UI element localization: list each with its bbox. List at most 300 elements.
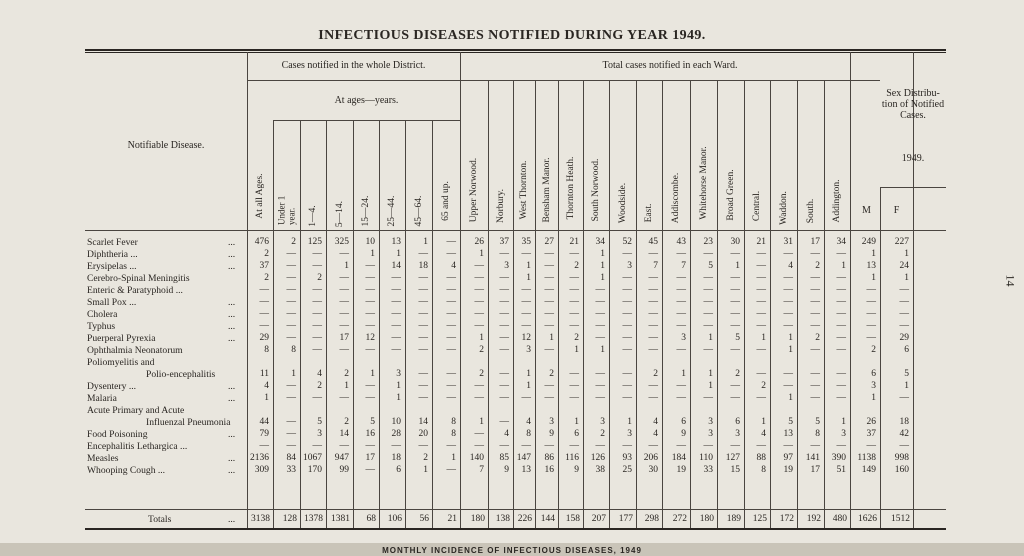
- table-cell: 6: [871, 369, 876, 379]
- disease-name: Whooping Cough ...: [87, 465, 166, 476]
- totals-cell: 189: [726, 514, 741, 524]
- table-cell: 6: [904, 345, 909, 355]
- table-cell: —: [446, 465, 456, 475]
- table-cell: 7: [653, 261, 658, 271]
- table-cell: —: [446, 297, 456, 307]
- table-cell: —: [365, 273, 375, 283]
- table-cell: —: [569, 381, 579, 391]
- table-cell: —: [756, 321, 766, 331]
- disease-name: Cerebro-Spinal Meningitis: [87, 273, 190, 284]
- table-cell: —: [648, 333, 658, 343]
- table-cell: —: [836, 273, 846, 283]
- table-cell: —: [622, 369, 632, 379]
- table-cell: —: [521, 285, 531, 295]
- table-cell: —: [622, 441, 632, 451]
- age-header-6: 45—64.: [413, 195, 424, 227]
- totals-cell: 272: [672, 514, 687, 524]
- totals-label: Totals: [148, 514, 172, 525]
- totals-cell: 3138: [251, 514, 270, 524]
- table-cell: 2: [735, 369, 740, 379]
- table-cell: 1: [871, 273, 876, 283]
- table-cell: —: [836, 321, 846, 331]
- table-cell: —: [730, 441, 740, 451]
- disease-name: Diphtheria ...: [87, 249, 138, 260]
- table-cell: —: [569, 321, 579, 331]
- table-cell: —: [418, 333, 428, 343]
- table-cell: 1: [788, 393, 793, 403]
- totals-cell: 158: [565, 514, 580, 524]
- table-cell: —: [676, 285, 686, 295]
- table-cell: —: [544, 381, 554, 391]
- table-cell: —: [810, 249, 820, 259]
- ward-header-upper-norwood: Upper Norwood.: [469, 158, 479, 223]
- table-cell: —: [783, 369, 793, 379]
- table-cell: —: [499, 309, 509, 319]
- table-cell: —: [595, 333, 605, 343]
- table-cell: 52: [622, 237, 632, 247]
- table-cell: 4: [653, 429, 658, 439]
- footer-caption: MONTHLY INCIDENCE OF INFECTIOUS DISEASES, 1949: [382, 546, 642, 555]
- table-cell: 8: [451, 429, 456, 439]
- table-cell: —: [783, 321, 793, 331]
- table-cell: 1: [871, 249, 876, 259]
- table-cell: —: [810, 285, 820, 295]
- table-cell: 8: [291, 345, 296, 355]
- table-cell: —: [499, 249, 509, 259]
- table-cell: 2: [871, 345, 876, 355]
- table-cell: —: [648, 309, 658, 319]
- table-cell: —: [286, 429, 296, 439]
- table-cell: —: [365, 261, 375, 271]
- totals-cell: 106: [387, 514, 402, 524]
- table-cell: —: [446, 285, 456, 295]
- disease-name: Malaria: [87, 393, 117, 404]
- table-cell: —: [499, 333, 509, 343]
- table-cell: —: [474, 321, 484, 331]
- table-cell: —: [499, 381, 509, 391]
- table-cell: —: [286, 273, 296, 283]
- table-cell: —: [730, 249, 740, 259]
- table-cell: 2: [574, 261, 579, 271]
- table-cell: —: [544, 345, 554, 355]
- disease-name: Food Poisoning: [87, 429, 148, 440]
- table-cell: —: [286, 297, 296, 307]
- table-cell: —: [474, 393, 484, 403]
- table-cell: 3: [708, 429, 713, 439]
- table-cell: —: [595, 297, 605, 307]
- table-cell: 110: [699, 453, 713, 463]
- table-cell: —: [866, 297, 876, 307]
- table-cell: —: [756, 345, 766, 355]
- table-cell: 3: [708, 417, 713, 427]
- table-cell: —: [521, 249, 531, 259]
- table-cell: 1: [396, 381, 401, 391]
- totals-cell: 180: [470, 514, 485, 524]
- table-cell: —: [595, 369, 605, 379]
- ward-header-waddon: Waddon.: [778, 191, 789, 226]
- table-cell: —: [703, 297, 713, 307]
- table-cell: —: [569, 285, 579, 295]
- table-cell: 127: [725, 453, 740, 463]
- table-cell: 1: [600, 261, 605, 271]
- table-cell: —: [418, 273, 428, 283]
- table-cell: —: [810, 273, 820, 283]
- table-cell: —: [595, 393, 605, 403]
- table-cell: 1: [291, 369, 296, 379]
- table-cell: —: [810, 369, 820, 379]
- table-cell: —: [499, 417, 509, 427]
- totals-cell: 1381: [331, 514, 350, 524]
- table-cell: 4: [451, 261, 456, 271]
- table-cell: —: [730, 393, 740, 403]
- table-cell: 3: [735, 429, 740, 439]
- table-cell: 998: [894, 453, 909, 463]
- ward-header-broad-green: Broad Green.: [725, 169, 736, 221]
- table-cell: 38: [595, 465, 605, 475]
- table-cell: 1: [526, 369, 531, 379]
- table-cell: —: [810, 381, 820, 391]
- table-cell: 16: [365, 429, 375, 439]
- table-cell: —: [836, 381, 846, 391]
- table-cell: 8: [815, 429, 820, 439]
- table-cell: 1: [735, 261, 740, 271]
- table-cell: —: [622, 321, 632, 331]
- table-cell: 1: [396, 393, 401, 403]
- table-cell: 13: [866, 261, 876, 271]
- table-cell: —: [521, 441, 531, 451]
- table-cell: 14: [391, 261, 401, 271]
- table-cell: —: [676, 321, 686, 331]
- table-cell: 8: [451, 417, 456, 427]
- table-cell: —: [703, 309, 713, 319]
- table-cell: —: [286, 261, 296, 271]
- table-cell: 3: [681, 333, 686, 343]
- table-cell: 30: [648, 465, 658, 475]
- table-cell: —: [783, 285, 793, 295]
- table-cell: 1067: [303, 453, 322, 463]
- table-cell: 8: [264, 345, 269, 355]
- table-cell: 2: [344, 417, 349, 427]
- table-cell: 4: [761, 429, 766, 439]
- table-cell: 9: [681, 429, 686, 439]
- table-cell: —: [286, 285, 296, 295]
- leader-dots: ...: [228, 514, 236, 525]
- table-cell: 3: [627, 429, 632, 439]
- table-cell: —: [474, 261, 484, 271]
- table-cell: —: [312, 333, 322, 343]
- table-cell: —: [569, 393, 579, 403]
- table-cell: —: [312, 345, 322, 355]
- table-cell: 1: [841, 261, 846, 271]
- table-cell: 2: [815, 261, 820, 271]
- totals-cell: 192: [806, 514, 821, 524]
- table-cell: —: [521, 321, 531, 331]
- disease-name: Ophthalmia Neonatorum: [87, 345, 183, 356]
- age-header-5: 25—44.: [387, 195, 397, 227]
- ward-header-whitehorse-manor: Whitehorse Manor.: [698, 145, 709, 220]
- table-cell: —: [622, 309, 632, 319]
- table-cell: 11: [259, 369, 269, 379]
- table-cell: 1: [344, 381, 349, 391]
- table-cell: —: [836, 369, 846, 379]
- table-cell: 88: [756, 453, 766, 463]
- table-cell: —: [756, 369, 766, 379]
- table-cell: 1: [627, 417, 632, 427]
- table-cell: —: [810, 309, 820, 319]
- table-cell: 3: [600, 417, 605, 427]
- disease-name: Cholera: [87, 309, 118, 320]
- table-cell: 17: [339, 333, 349, 343]
- table-cell: —: [259, 309, 269, 319]
- table-cell: —: [418, 345, 428, 355]
- table-cell: —: [866, 441, 876, 451]
- table-cell: —: [418, 393, 428, 403]
- table-cell: —: [474, 309, 484, 319]
- table-cell: 2: [317, 381, 322, 391]
- table-cell: 17: [365, 453, 375, 463]
- table-cell: —: [676, 297, 686, 307]
- table-cell: 97: [783, 453, 793, 463]
- leader-dots: ...: [228, 429, 236, 440]
- leader-dots: ...: [228, 453, 236, 464]
- table-cell: 1: [479, 417, 484, 427]
- table-cell: 79: [259, 429, 269, 439]
- disease-name: Enteric & Paratyphoid ...: [87, 285, 183, 296]
- table-cell: 309: [254, 465, 269, 475]
- table-cell: 1: [451, 453, 456, 463]
- table-cell: —: [446, 441, 456, 451]
- table-cell: 1: [264, 393, 269, 403]
- disease-name: Encephalitis Lethargica ...: [87, 441, 188, 452]
- table-cell: 4: [788, 261, 793, 271]
- page-number: 14: [1003, 274, 1018, 287]
- totals-cell: 128: [282, 514, 297, 524]
- table-cell: —: [259, 441, 269, 451]
- totals-cell: 1378: [304, 514, 323, 524]
- table-cell: 6: [574, 429, 579, 439]
- table-cell: 2: [264, 273, 269, 283]
- table-cell: 14: [339, 429, 349, 439]
- table-cell: 184: [671, 453, 686, 463]
- table-cell: —: [569, 309, 579, 319]
- table-cell: 19: [676, 465, 686, 475]
- table-cell: —: [648, 285, 658, 295]
- table-cell: —: [499, 393, 509, 403]
- table-cell: —: [286, 441, 296, 451]
- table-cell: 149: [861, 465, 876, 475]
- table-cell: 42: [899, 429, 909, 439]
- table-cell: —: [569, 297, 579, 307]
- table-cell: —: [756, 297, 766, 307]
- table-cell: —: [648, 297, 658, 307]
- table-cell: 51: [836, 465, 846, 475]
- table-cell: 13: [783, 429, 793, 439]
- table-cell: —: [391, 273, 401, 283]
- totals-cell: 180: [699, 514, 714, 524]
- table-cell: 26: [866, 417, 876, 427]
- table-cell: —: [569, 273, 579, 283]
- totals-cell: 226: [517, 514, 532, 524]
- table-cell: —: [648, 345, 658, 355]
- table-cell: 29: [899, 333, 909, 343]
- table-cell: —: [703, 441, 713, 451]
- table-cell: —: [391, 441, 401, 451]
- table-cell: —: [365, 465, 375, 475]
- table-cell: 30: [730, 237, 740, 247]
- table-cell: —: [836, 285, 846, 295]
- disease-name: Acute Primary and Acute: [87, 405, 185, 416]
- table-cell: —: [703, 273, 713, 283]
- table-cell: —: [569, 441, 579, 451]
- table-cell: —: [312, 285, 322, 295]
- table-cell: 43: [676, 237, 686, 247]
- ward-header-east: East.: [644, 203, 654, 223]
- table-cell: 12: [365, 333, 375, 343]
- table-cell: —: [730, 309, 740, 319]
- table-cell: 14: [418, 417, 428, 427]
- table-cell: —: [365, 297, 375, 307]
- table-cell: 1: [600, 249, 605, 259]
- table-cell: 17: [810, 465, 820, 475]
- table-cell: —: [391, 309, 401, 319]
- ward-header-south-norwood: South Norwood.: [591, 158, 601, 222]
- table-cell: 37: [866, 429, 876, 439]
- table-cell: 23: [703, 237, 713, 247]
- ward-header: Total cases notified in each Ward.: [602, 60, 738, 71]
- totals-cell: 138: [495, 514, 510, 524]
- table-cell: —: [391, 345, 401, 355]
- table-cell: —: [312, 321, 322, 331]
- table-cell: 4: [526, 417, 531, 427]
- table-cell: —: [622, 297, 632, 307]
- table-cell: —: [544, 321, 554, 331]
- table-cell: —: [286, 333, 296, 343]
- table-cell: —: [703, 285, 713, 295]
- table-cell: 1: [841, 417, 846, 427]
- table-cell: —: [365, 393, 375, 403]
- age-header-3: 5—14.: [334, 200, 345, 227]
- leader-dots: ...: [228, 321, 236, 332]
- table-cell: 10: [391, 417, 401, 427]
- table-cell: 141: [805, 453, 820, 463]
- table-cell: 5: [370, 417, 375, 427]
- table-cell: —: [622, 393, 632, 403]
- table-cell: —: [836, 441, 846, 451]
- table-cell: 3: [317, 429, 322, 439]
- table-cell: 1: [600, 273, 605, 283]
- table-cell: —: [544, 441, 554, 451]
- table-cell: 6: [735, 417, 740, 427]
- table-cell: —: [756, 261, 766, 271]
- sex-header: Sex Distribu- tion of Notified Cases.: [881, 88, 945, 121]
- totals-cell: 480: [832, 514, 847, 524]
- table-cell: —: [756, 273, 766, 283]
- totals-cell: 298: [644, 514, 659, 524]
- table-cell: —: [391, 321, 401, 331]
- table-cell: 3: [627, 261, 632, 271]
- table-cell: —: [756, 441, 766, 451]
- table-cell: —: [474, 441, 484, 451]
- table-cell: —: [418, 381, 428, 391]
- ward-header-addington: Addington.: [832, 178, 842, 223]
- table-cell: —: [899, 297, 909, 307]
- table-cell: 12: [521, 333, 531, 343]
- table-cell: —: [446, 249, 456, 259]
- table-cell: —: [259, 297, 269, 307]
- table-cell: —: [595, 441, 605, 451]
- table-cell: —: [312, 441, 322, 451]
- leader-dots: ...: [228, 465, 236, 476]
- table-cell: —: [391, 297, 401, 307]
- table-cell: —: [622, 381, 632, 391]
- table-cell: 1: [370, 249, 375, 259]
- table-cell: —: [622, 345, 632, 355]
- table-cell: 9: [549, 429, 554, 439]
- table-cell: 37: [259, 261, 269, 271]
- table-cell: 147: [516, 453, 531, 463]
- ward-header-central: Central.: [752, 190, 762, 221]
- table-cell: —: [339, 273, 349, 283]
- table-cell: —: [676, 309, 686, 319]
- table-cell: 125: [307, 237, 322, 247]
- table-cell: —: [499, 297, 509, 307]
- table-cell: —: [339, 297, 349, 307]
- table-cell: 9: [504, 465, 509, 475]
- table-cell: —: [569, 369, 579, 379]
- totals-cell: 125: [752, 514, 767, 524]
- table-cell: 2136: [250, 453, 269, 463]
- table-cell: —: [446, 345, 456, 355]
- table-cell: 7: [479, 465, 484, 475]
- table-cell: —: [676, 381, 686, 391]
- disease-name: Typhus: [87, 321, 116, 332]
- table-cell: 2: [815, 333, 820, 343]
- table-cell: —: [783, 249, 793, 259]
- table-cell: 18: [391, 453, 401, 463]
- table-cell: 6: [681, 417, 686, 427]
- ward-header-norbury: Norbury.: [495, 188, 506, 223]
- table-cell: —: [730, 297, 740, 307]
- table-cell: 325: [334, 237, 349, 247]
- table-cell: 26: [474, 237, 484, 247]
- table-cell: 13: [391, 237, 401, 247]
- table-cell: 18: [418, 261, 428, 271]
- table-cell: 1: [479, 333, 484, 343]
- ward-header-west-thornton: West Thornton.: [519, 160, 529, 220]
- table-cell: —: [783, 309, 793, 319]
- table-cell: 4: [504, 429, 509, 439]
- leader-dots: ...: [228, 333, 236, 344]
- table-cell: —: [836, 309, 846, 319]
- table-cell: —: [312, 309, 322, 319]
- leader-dots: ...: [228, 249, 236, 260]
- table-cell: —: [730, 285, 740, 295]
- totals-cell: 207: [591, 514, 606, 524]
- totals-cell: 21: [447, 514, 457, 524]
- table-cell: —: [595, 285, 605, 295]
- leader-dots: ...: [228, 381, 236, 392]
- table-cell: 2: [653, 369, 658, 379]
- table-cell: 2: [291, 237, 296, 247]
- table-cell: 170: [307, 465, 322, 475]
- table-cell: —: [622, 333, 632, 343]
- table-cell: —: [836, 249, 846, 259]
- table-cell: —: [836, 333, 846, 343]
- table-cell: 2: [479, 369, 484, 379]
- table-cell: 1: [600, 345, 605, 355]
- table-cell: 35: [521, 237, 531, 247]
- table-cell: 25: [622, 465, 632, 475]
